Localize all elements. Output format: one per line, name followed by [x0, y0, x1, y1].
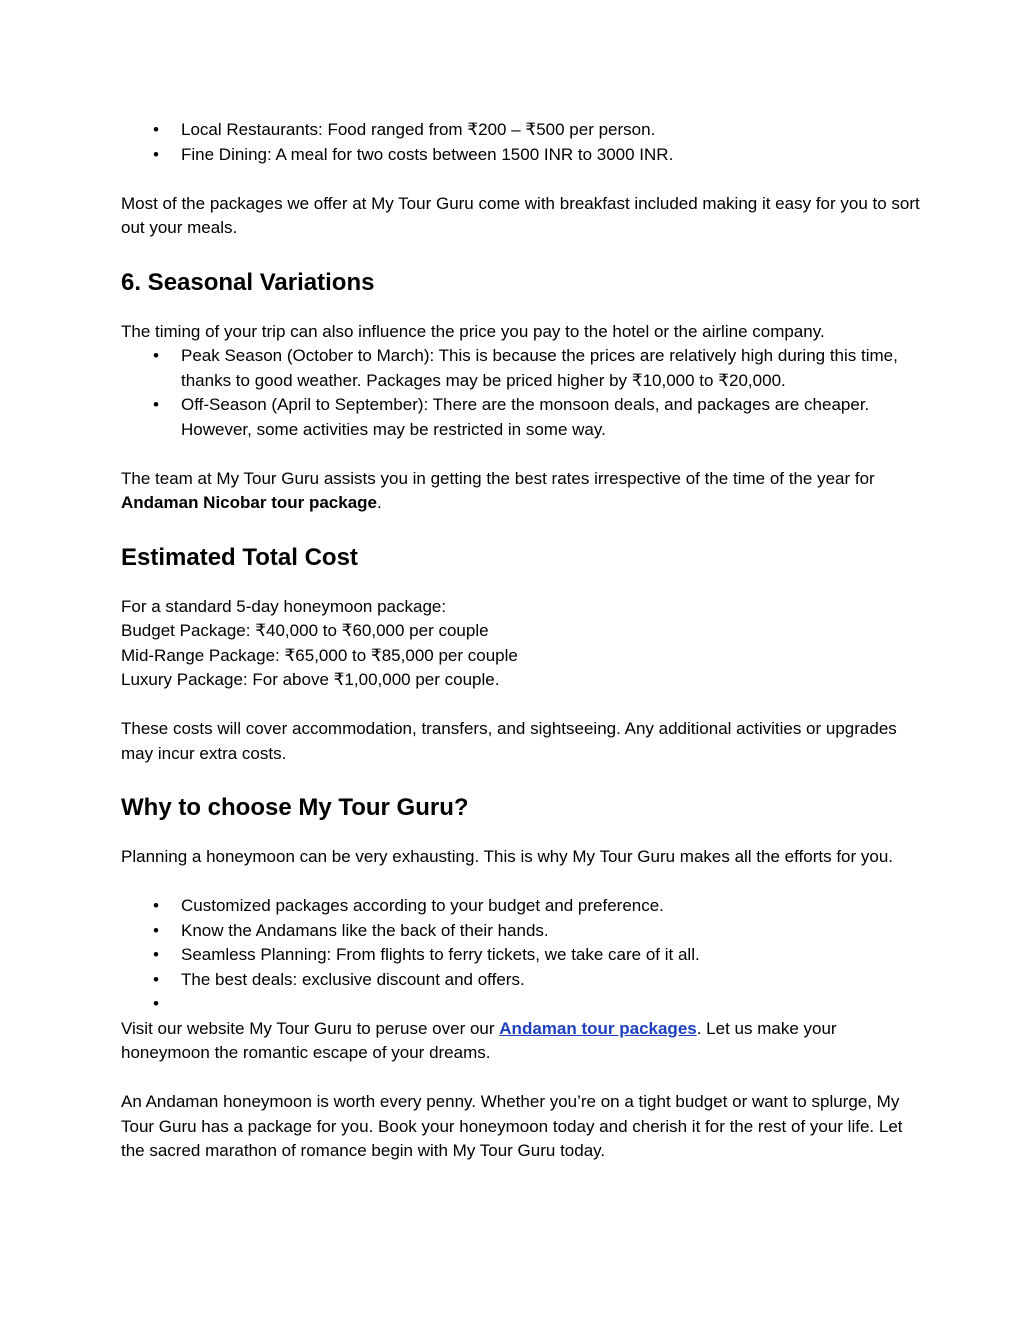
- section-heading-seasonal: 6. Seasonal Variations: [121, 268, 375, 296]
- why-intro: Planning a honeymoon can be very exhausting. This is why My Tour Guru makes all the efforts for you.: [121, 847, 894, 866]
- bold-package-name: Andaman Nicobar tour package: [121, 493, 378, 512]
- season-list: [121, 344, 921, 442]
- list-item-empty: [121, 992, 921, 1017]
- list-item: • Peak Season (October to March): This is because the prices are relatively high during this time, thanks to good weather. Packages may be priced higher by ₹10,000 to ₹20,000.: [121, 344, 921, 393]
- meals-note: Most of the packages we offer at My Tour Guru come with breakfast included making it easy for you to sort out your meals.: [121, 193, 920, 237]
- cost-line: Mid-Range Package: ₹65,000 to ₹85,000 per couple: [121, 645, 518, 665]
- cost-line: Budget Package: ₹40,000 to ₹60,000 per couple: [121, 621, 489, 640]
- document-page: [121, 118, 921, 1164]
- seasonal-intro: The timing of your trip can also influence the price you pay to the hotel or the airline company.: [121, 321, 825, 341]
- list-item: • Local Restaurants: Food ranged from ₹200 – ₹500 per person.: [121, 118, 921, 143]
- why-list: [121, 894, 921, 1017]
- estimated-note: These costs will cover accommodation, transfers, and sightseeing. Any additional activities or upgrades may incur extra costs.: [121, 719, 897, 763]
- cost-line: For a standard 5-day honeymoon package:: [121, 596, 447, 616]
- list-item: • Seamless Planning: From flights to ferry tickets, we take care of it all.: [121, 943, 921, 968]
- section-heading-why: Why to choose My Tour Guru?: [121, 794, 469, 821]
- cost-line: Luxury Package: For above ₹1,00,000 per couple.: [121, 670, 500, 689]
- meal-cost-list: [121, 118, 921, 167]
- visit-paragraph: Visit our website My Tour Guru to peruse over our Andaman tour packages. Let us make your honeymoon the romantic escape of your dreams.: [121, 1018, 837, 1062]
- andaman-tour-packages-link[interactable]: Andaman tour packages: [499, 1018, 697, 1038]
- section-heading-estimated: Estimated Total Cost: [121, 543, 358, 571]
- closing-paragraph: An Andaman honeymoon is worth every penny. Whether you’re on a tight budget or want to splurge, My Tour Guru has a package for you. Book your honeymoon today and cherish it for the rest of your life. Let the sacred marathon of romance begin with My Tour Guru today.: [121, 1092, 903, 1160]
- seasonal-team-note: The team at My Tour Guru assists you in getting the best rates irrespective of the time of the year for Andaman Nicobar tour package.: [121, 468, 875, 512]
- list-item: • Fine Dining: A meal for two costs between 1500 INR to 3000 INR.: [121, 143, 921, 168]
- list-item: • Customized packages according to your budget and preference.: [121, 894, 921, 919]
- list-item: • The best deals: exclusive discount and offers.: [121, 968, 921, 993]
- list-item: • Off-Season (April to September): There are the monsoon deals, and packages are cheaper. However, some activities may be restricted in some way.: [121, 393, 921, 442]
- list-item: • Know the Andamans like the back of their hands.: [121, 919, 921, 944]
